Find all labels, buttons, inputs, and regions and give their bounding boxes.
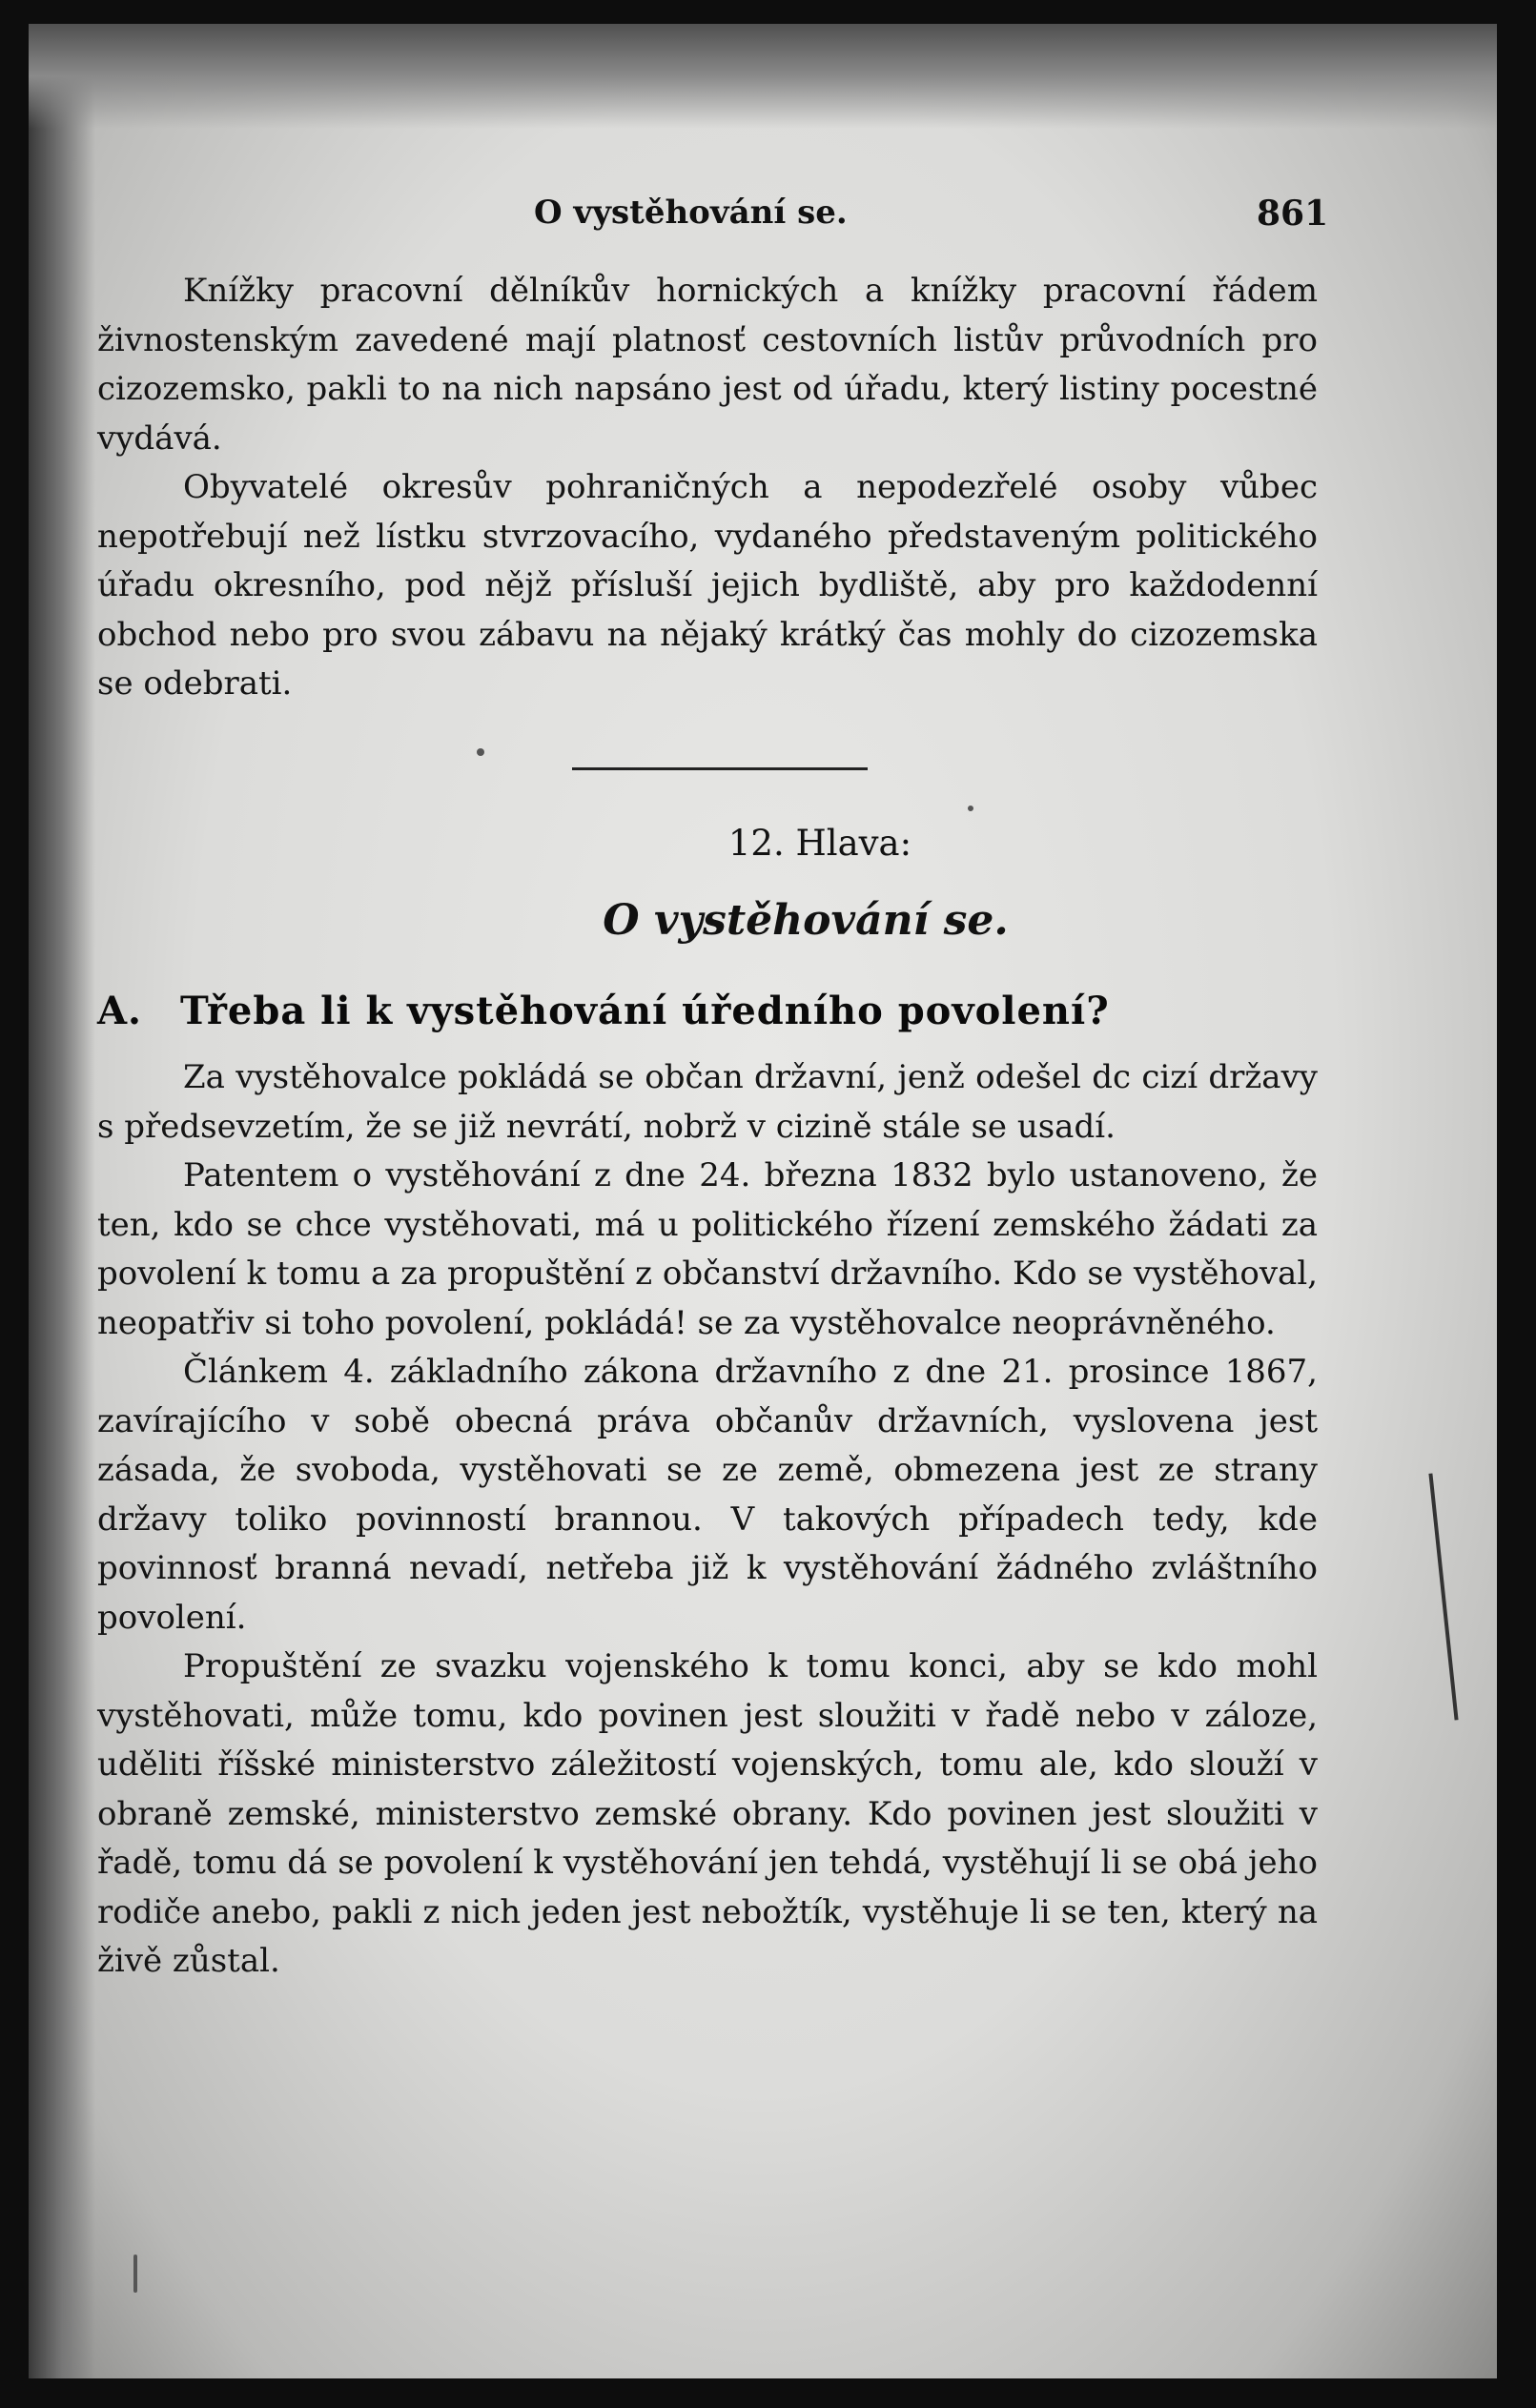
section-heading [97, 989, 1110, 1033]
section-title: Třeba li k vystěhování úředního povolení? [179, 989, 1110, 1033]
scan-speck [477, 748, 484, 756]
page-shadow-top [29, 24, 1497, 129]
chapter-title: O vystěhování se. [603, 896, 1009, 945]
paragraph: Knížky pracovní dělníkův hornických a knížky pracovní řádem živnostenským zavedené mají platnosť cestovních listův průvodních pro cizozemsko, pakli to na nich napsáno jest od úřadu, který listiny pocestné vydává. [97, 272, 1318, 458]
running-title: O vystěhování se. [534, 194, 848, 232]
page-header [29, 194, 1497, 251]
paragraph: Propuštění ze svazku vojenského k tomu konci, aby se kdo mohl vystěhovati, může tomu, kdo povinen jest sloužiti v řadě nebo v záloze, uděliti říšské ministerstvo záležitostí vojenských, tomu ale, kdo slouží v obraně zemské, ministerstvo zemské obrany. Kdo povinen jest sloužiti v řadě, tomu dá se povolení k vystěhování jen tehdá, vystěhují li se obá jeho rodiče anebo, pakli z nich jeden jest nebožtík, vystěhuje li se ten, který na živě zůstal. [97, 1647, 1318, 1980]
section-text-block [97, 1053, 1318, 1987]
scan-speck [133, 2255, 137, 2293]
top-text-block [97, 267, 1318, 709]
paragraph: Článkem 4. základního zákona državního z dne 21. prosince 1867, zavírajícího v sobě obecná práva občanův državních, vyslovena jest zásada, že svoboda, vystěhovati se ze země, obmezena jest ze strany državy toliko povinností brannou. V takových případech tedy, kde povinnosť branná nevadí, netřeba již k vystěhování žádného zvláštního povolení. [97, 1353, 1318, 1637]
margin-pencil-mark [1428, 1474, 1458, 1721]
section-letter: A. [97, 989, 142, 1033]
page-shadow-left [29, 24, 95, 2378]
scan-speck [968, 806, 973, 811]
paragraph: Za vystěhovalce pokládá se občan državní, jenž odešel dc cizí državy s předsevzetím, že se již nevrátí, nobrž v cizině stále se usadí. [97, 1058, 1318, 1146]
book-page [29, 24, 1497, 2378]
page-number: 861 [1257, 194, 1329, 234]
paragraph: Patentem o vystěhování z dne 24. března 1832 bylo ustanoveno, že ten, kdo se chce vystěhovati, má u politického řízení zemského žádati za povolení k tomu a za propuštění z občanství državního. Kdo se vystěhoval, neopatřiv si toho povolení, pokládá! se za vystěhovalce neoprávněného. [97, 1156, 1318, 1342]
paragraph: Obyvatelé okresův pohraničných a nepodezřelé osoby vůbec nepotřebují než lístku stvrzovacího, vydaného představeným politického úřadu okresního, pod nějž přísluší jejich bydliště, aby pro každodenní obchod nebo pro svou zábavu na nějaký krátký čas mohly do cizozemska se odebrati. [97, 468, 1318, 703]
chapter-label: 12. Hlava: [727, 823, 912, 864]
section-divider [572, 767, 868, 770]
